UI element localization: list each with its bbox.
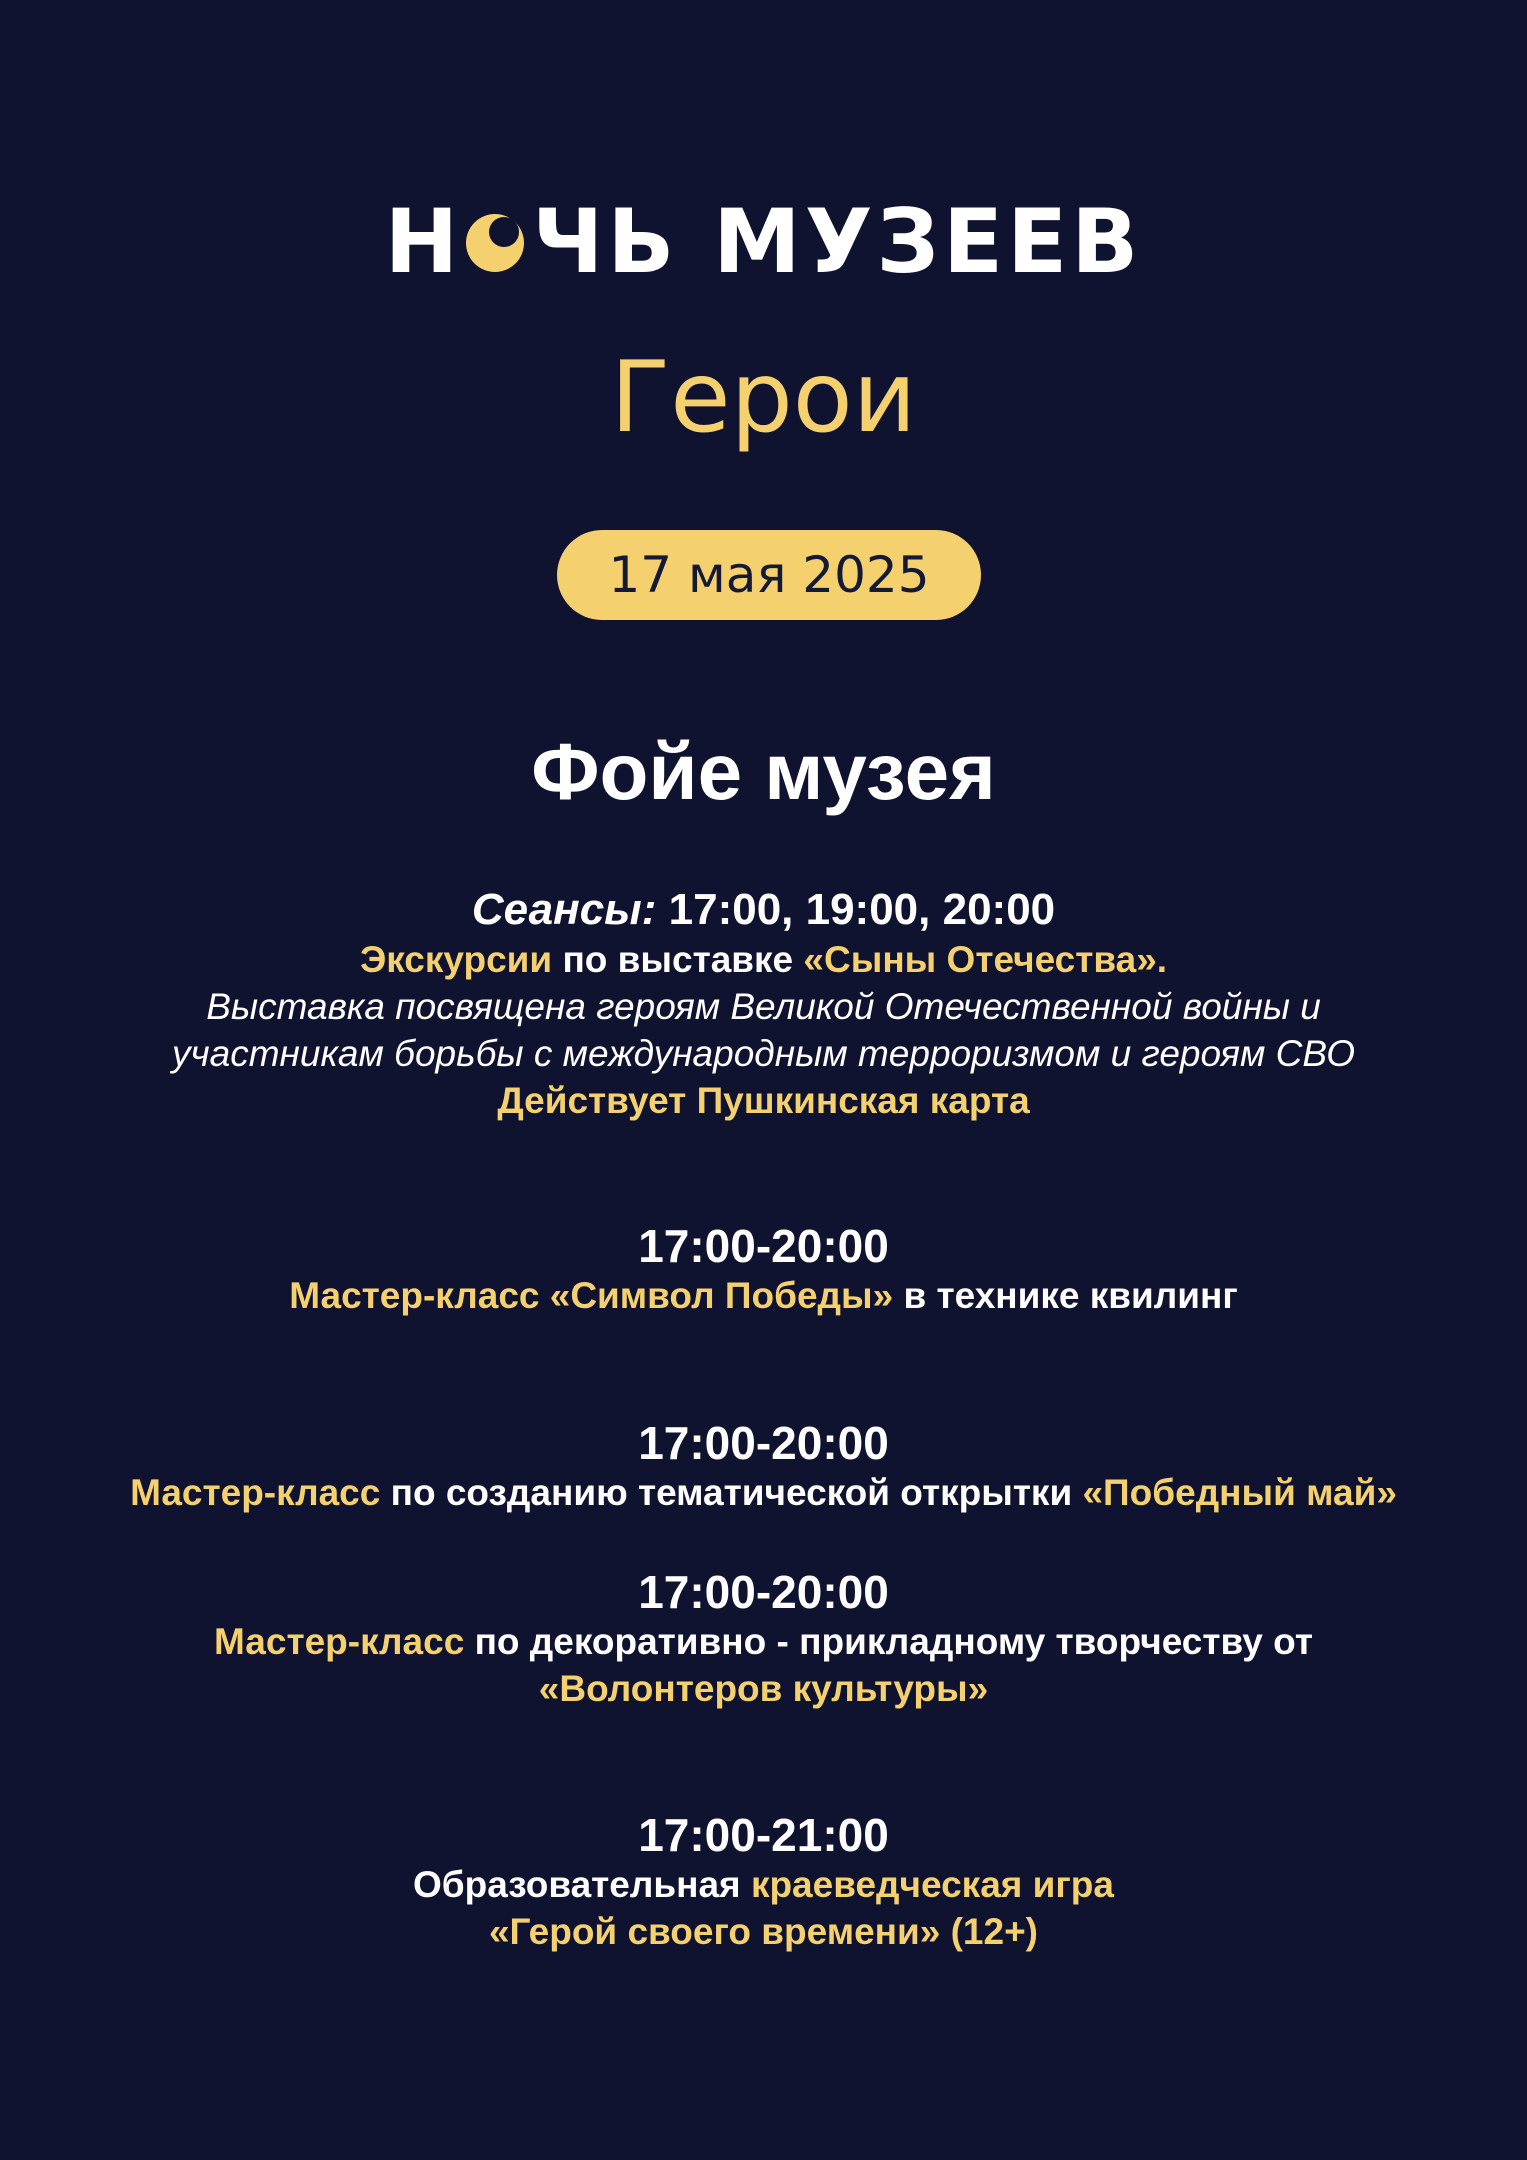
- event-highlight: краеведческая игра: [750, 1864, 1114, 1905]
- event-description: [0, 1469, 1527, 1516]
- event-highlight: Мастер-класс: [214, 1621, 465, 1662]
- logo-text-end: ЧЬ МУЗЕЕВ: [532, 190, 1143, 293]
- logo: [0, 192, 1527, 292]
- pushkin-card-note: Действует Пушкинская карта: [497, 1080, 1030, 1121]
- moon-icon: [464, 212, 526, 274]
- exhibition-name: «Сыны Отечества».: [803, 939, 1168, 980]
- section-title: Фойе музея: [531, 727, 996, 816]
- date-badge: 17 мая 2025: [557, 530, 981, 620]
- event-time: 17:00-20:00: [638, 1417, 889, 1469]
- excursion-highlight: Экскурсии: [359, 939, 553, 980]
- event-highlight: Мастер-класс «Символ Победы»: [289, 1275, 894, 1316]
- sessions-times: 17:00, 19:00, 20:00: [668, 885, 1056, 934]
- logo-text-start: Н: [384, 190, 463, 293]
- event-postcard: [0, 1417, 1527, 1516]
- event-highlight-2: «Волонтеров культуры»: [538, 1668, 989, 1709]
- event-decorative-arts: [0, 1566, 1527, 1712]
- event-text: Образовательная: [413, 1864, 741, 1905]
- event-text: по созданию тематической открытки: [390, 1472, 1073, 1513]
- description-line-1: Выставка посвящена героям Великой Отечественной войны и: [206, 986, 1321, 1027]
- event-time: 17:00-20:00: [638, 1566, 889, 1618]
- event-text: в технике квилинг: [903, 1275, 1238, 1316]
- event-text: по декоративно - прикладному творчеству от: [474, 1621, 1313, 1662]
- event-quilling: [0, 1220, 1527, 1319]
- subtitle: Герои: [610, 341, 917, 455]
- event-highlight-2: «Победный май»: [1082, 1472, 1397, 1513]
- event-highlight-2: «Герой своего времени» (12+): [488, 1911, 1039, 1952]
- description-line-2: участникам борьбы с международным терроризмом и героям СВО: [171, 1033, 1356, 1074]
- sessions-label: Сеансы:: [471, 885, 657, 934]
- excursion-line: [0, 936, 1527, 983]
- event-description: [0, 1272, 1527, 1319]
- event-description: [0, 1861, 1527, 1908]
- sessions-line: [0, 884, 1527, 936]
- event-highlight: Мастер-класс: [130, 1472, 381, 1513]
- event-time: 17:00-21:00: [638, 1809, 889, 1861]
- event-description: [0, 1618, 1527, 1665]
- event-excursions: [0, 884, 1527, 1124]
- excursion-text: по выставке: [562, 939, 794, 980]
- event-time: 17:00-20:00: [638, 1220, 889, 1272]
- event-local-history-game: [0, 1809, 1527, 1955]
